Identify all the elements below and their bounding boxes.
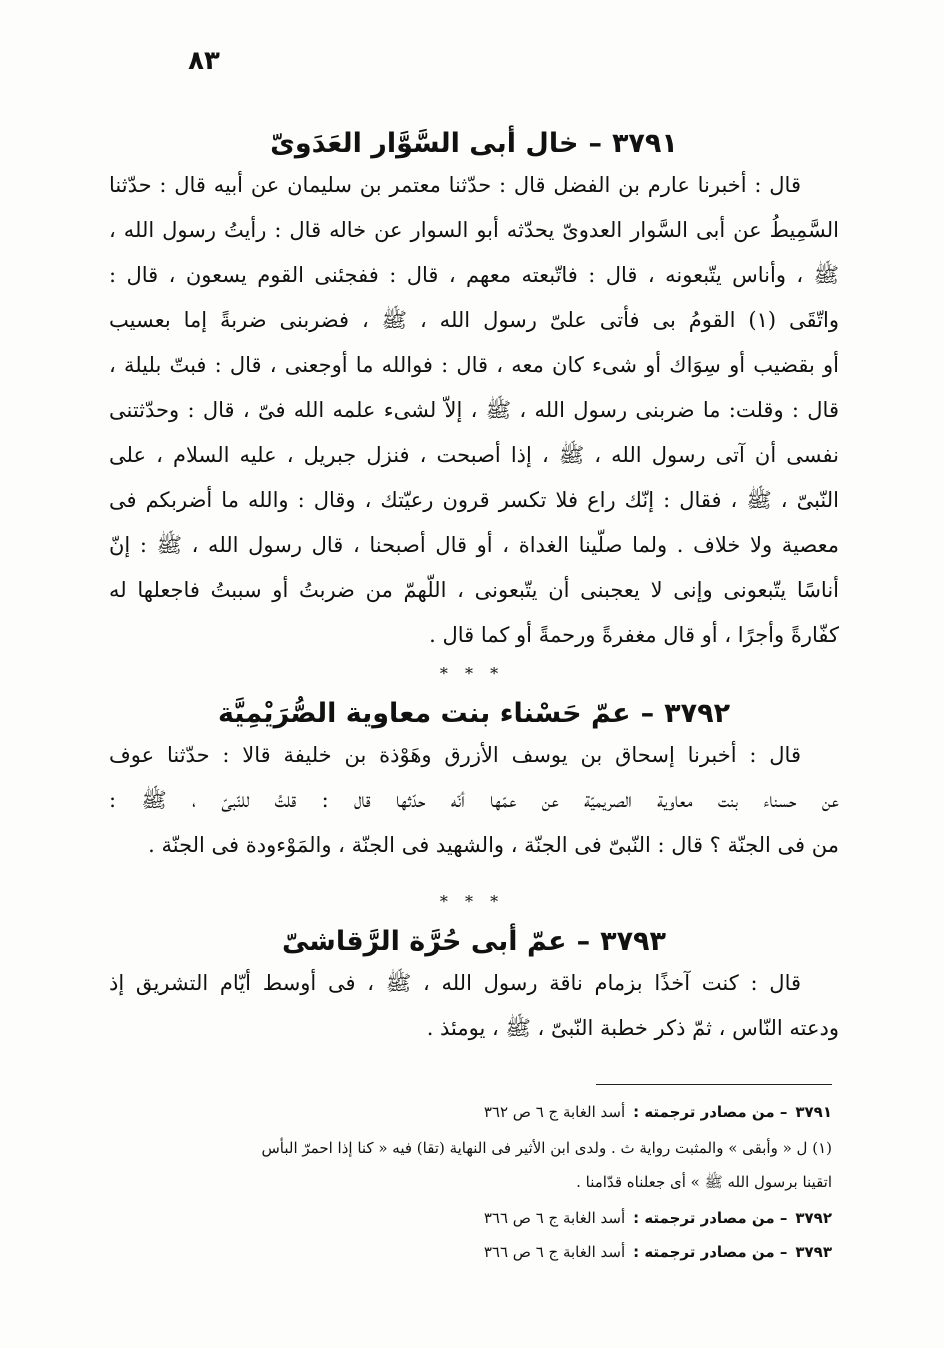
entry-3791: [109, 128, 839, 658]
text-line: قال : أخبرنا إسحاق بن يوسف الأزرق وهَوْذة بن خليفة قالا : حدّثنا عوف: [109, 743, 801, 767]
footnote-note-1: (١) ل « وأبقى » والمثبت رواية ث . ولدى ابن الأثير فى النهاية (تقا) فيه « كنا إذا احمرّ البأس: [261, 1139, 832, 1157]
entry-heading: عمّ أبى حُرَّة الرَّقاشىّ: [281, 926, 567, 957]
footnote-text: أسد الغابة ج ٦ ص ٣٦٦: [483, 1243, 626, 1261]
entry-number: ٣٧٩١: [611, 128, 678, 159]
entry-number: ٣٧٩٣: [600, 926, 667, 957]
text-line: نفسى أن آتى رسول الله ، ﷺ ، إذا أصبحت ، فنزل جبريل ، عليه السلام ، على: [109, 443, 839, 467]
text-line: عن حسناء بنت معاوية الصريميّة عن عمّها أنّه حدّثها قال : قلتُ للنّبىّ ، ﷺ :: [109, 788, 839, 812]
text-line: السَّمِيطُ عن أبى السَّوار العدوىّ يحدّثه أبو السوار عن خاله قال : رأيتُ رسول الله ،: [109, 218, 839, 242]
entry-number: ٣٧٩٢: [664, 698, 731, 729]
entry-title: [109, 128, 839, 159]
footnote-number: ٣٧٩٢: [795, 1209, 832, 1227]
text-line: كفّارةً وأجرًا ، أو قال مغفرةً ورحمةً أو كما قال .: [429, 623, 839, 647]
footnote-text: أسد الغابة ج ٦ ص ٣٦٢: [483, 1103, 626, 1121]
section-separator: * * *: [439, 892, 505, 911]
footnote-label: – من مصادر ترجمته :: [633, 1209, 788, 1227]
footnote-rule: [596, 1084, 832, 1085]
footnote-source-3791: [112, 1096, 832, 1128]
footnote-number: ٣٧٩٣: [795, 1243, 832, 1261]
text-line: ﷺ ، وأناس يتّبعونه ، قال : فاتّبعته معهم ، قال : ففجئنى القوم يسعون ، قال :: [109, 263, 839, 287]
footnote-note-1-cont: اتقينا برسول الله ﷺ » أى جعلناه قدّامنا .: [576, 1173, 832, 1191]
footnote-text: أسد الغابة ج ٦ ص ٣٦٦: [483, 1209, 626, 1227]
text-line: ودعته النّاس ، ثمّ ذكر خطبة النّبىّ ، ﷺ ، يومئذ .: [426, 1016, 839, 1040]
entry-title: [109, 926, 839, 957]
title-dash: –: [640, 698, 655, 729]
text-line: قال : كنت آخذًا بزمام ناقة رسول الله ، ﷺ ، فى أوسط أيّام التشريق إذ: [109, 971, 801, 995]
page-number: ٨٣: [188, 46, 220, 76]
footnote-number: ٣٧٩١: [795, 1103, 832, 1121]
text-line: من فى الجنّة ؟ قال : النّبىّ فى الجنّة ، والشهيد فى الجنّة ، والمَوْءودة فى الجنّة .: [148, 833, 839, 857]
text-line: أو بقضيب أو سِوَاك أو شىء كان معه ، قال : فوالله ما أوجعنى ، قال : فبتّ بليلة ،: [109, 353, 839, 377]
title-dash: –: [588, 128, 602, 159]
text-line: واتّقَى (١) القومُ بى فأتى علىّ رسول الله ، ﷺ ، فضربنى ضربةً إما بعسيب: [109, 308, 839, 332]
text-line: النّبىّ ، ﷺ ، فقال : إنّك راع فلا تكسر قرون رعيّتك ، وقال : والله ما أضربكم فى: [109, 488, 839, 512]
footnote-source-3793: [112, 1236, 832, 1268]
text-line: أناسًا يتّبعونى وإنى لا يعجبنى أن يتّبعونى ، اللّهمّ من ضربتُ أو سببتُ فاجعلها له: [109, 578, 839, 602]
text-line: قال : أخبرنا عارم بن الفضل قال : حدّثنا معتمر بن سليمان عن أبيه قال : حدّثنا: [109, 173, 801, 197]
footnote-label: – من مصادر ترجمته :: [633, 1103, 788, 1121]
entry-3792: [109, 698, 839, 868]
footnote-label: – من مصادر ترجمته :: [633, 1243, 788, 1261]
footnote-source-3792: [112, 1202, 832, 1234]
entry-heading: خال أبى السَّوَّار العَدَوىّ: [270, 128, 579, 159]
section-separator: * * *: [439, 664, 505, 683]
entry-3793: [109, 926, 839, 1051]
title-dash: –: [576, 926, 591, 957]
entry-title: [109, 698, 839, 729]
text-line: قال : وقلت: ما ضربنى رسول الله ، ﷺ ، إلاّ لشىء علمه الله فىّ ، قال : وحدّثتنى: [109, 398, 839, 422]
entry-heading: عمّ حَسْناء بنت معاوية الصُّرَيْمِيَّة: [217, 698, 631, 729]
text-line: معصية ولا خلاف . ولما صلّينا الغداة ، أو قال أصبحنا ، قال رسول الله ، ﷺ : إنّ: [109, 533, 839, 557]
